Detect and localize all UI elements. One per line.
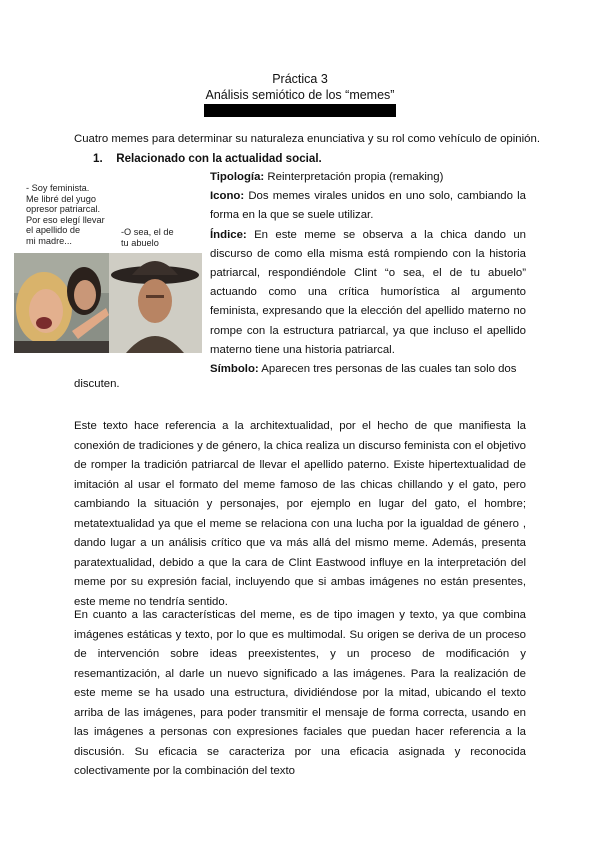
page-title: Práctica 3 (272, 72, 328, 86)
redaction-bar (204, 104, 396, 117)
meme-image (14, 183, 202, 353)
tipologia-text: Reinterpretación propia (remaking) (267, 171, 444, 183)
icono-text: Dos memes virales unidos en uno solo, cambiando la forma en la que se suele utilizar. (210, 190, 526, 222)
simbolo-label: Símbolo: (210, 363, 259, 376)
tipologia-line (210, 168, 526, 187)
page-subtitle: Análisis semiótico de los “memes” (205, 88, 395, 102)
simbolo-line (210, 360, 526, 379)
indice-label: Índice: (210, 228, 247, 241)
section-number: 1. (93, 152, 103, 165)
body-paragraph: Este texto hace referencia a la architextualidad, por el hecho de que manifiesta la conexión de tradiciones y de género, la chica realiza un discurso feminista con el objetivo de romper la tradición patriarcal de llevar el apellido paterno. Existe hipertextualidad de imitación al usar el formato del meme famoso de las chicas chillando y el gato, pero cambiando la situación y personajes, por ejemplo en lugar del gato, el hombre; metatextualidad ya que el meme se relaciona con una lucha por la igualdad de género , dando lugar a un análisis crítico que va más allá del mismo meme. Además, presenta paratextualidad, debido a que la cara de Clint Eastwood influye en la interpretación del meme por su expresión facial, incluyendo que si ambas imágenes no están presentes, este meme no tendría sentido. (74, 420, 526, 608)
analysis-block (210, 168, 526, 379)
meme-photos (14, 253, 202, 353)
icono-line (210, 187, 526, 225)
section-title: Relacionado con la actualidad social. (116, 152, 322, 165)
icono-label: Icono: (210, 190, 245, 203)
body-paragraph: En cuanto a las características del meme, es de tipo imagen y texto, ya que combina imágenes estáticas y texto, por lo que es multimodal. Su origen se deriva de un proceso de intervención sobre ideas preexistentes, y un proceso de modificación y resemantización, al darle un nuevo significado a las imágenes. Para la realización de este meme se ha usado una estructura, dividiéndose por la mitad, ubicando el texto arriba de las imágenes, para poder transmitir el mensaje de forma correcta, usando en las imágenes a personas con expresiones faciales que puedan hacer referencia a la discusión. Su eficacia se caracteriza por una eficacia asignada y reconocida colectivamente por la combinación del texto (74, 609, 526, 777)
meme-caption-left: - Soy feminista. Me libré del yugo opresor patriarcal. Por eso elegí llevar el apellido de mi madre... (26, 183, 105, 246)
meme-caption-right: -O sea, el de tu abuelo (121, 227, 174, 248)
indice-text: En este meme se observa a la chica dando un discurso de como ella misma está rompiendo con la historia patriarcal, respondiéndole Clint “o sea, el de tu abuelo” actuando como una crítica humorística al argumento feminista, expresando que la elección del apellido materno no rompe con la estructura patriarcal, ya que incluso el apellido materno tiene una historia patriarcal. (210, 228, 527, 356)
indice-line (210, 226, 526, 360)
simbolo-text: Aparecen tres personas de las cuales tan solo dos (261, 363, 517, 376)
intro-text: Cuatro memes para determinar su naturaleza enunciativa y su rol como vehículo de opinión. (74, 133, 540, 145)
tipologia-label: Tipología: (210, 171, 265, 183)
simbolo-continuation: discuten. (74, 378, 120, 390)
section-heading (93, 152, 322, 165)
